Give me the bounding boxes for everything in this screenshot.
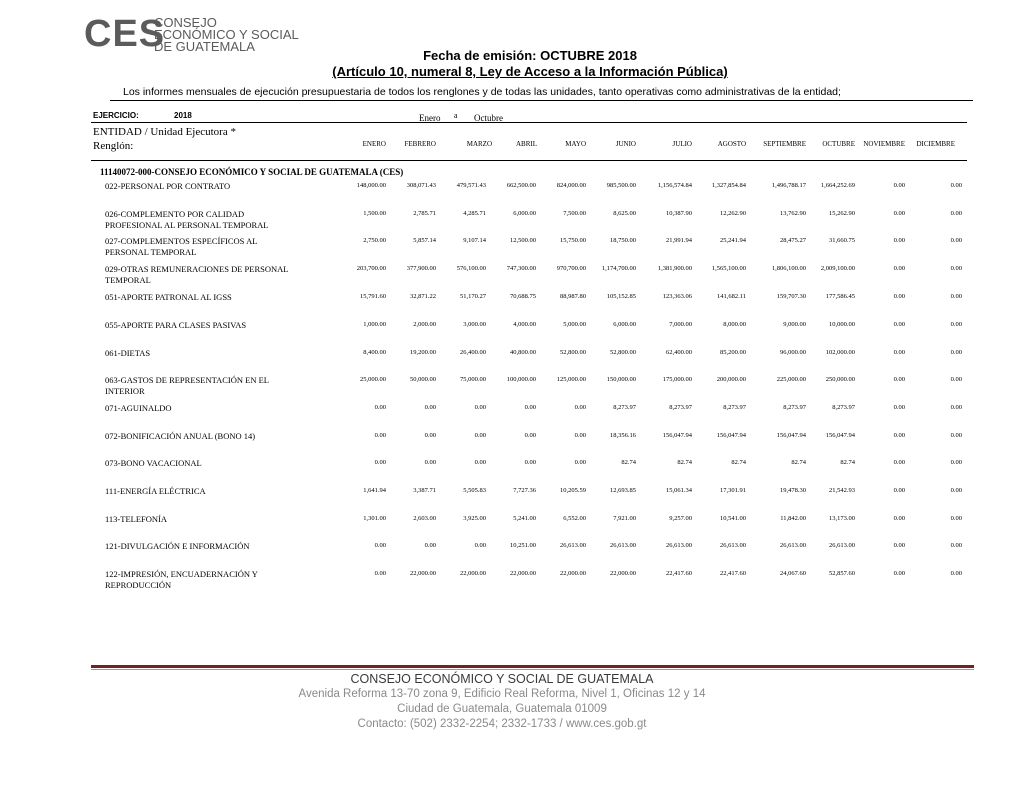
table-cell: 0.00 [893, 542, 905, 549]
table-cell: 159,707.30 [776, 293, 806, 300]
table-cell: 51,170.27 [460, 293, 486, 300]
table-cell: 22,000.00 [610, 570, 636, 577]
table-cell: 0.00 [893, 321, 905, 328]
document-subtitle: (Artículo 10, numeral 8, Ley de Acceso a la Información Pública) [332, 64, 728, 79]
table-cell: 52,857.60 [829, 570, 855, 577]
row-label: 072-BONIFICACIÓN ANUAL (BONO 14) [105, 431, 256, 441]
table-cell: 3,000.00 [463, 321, 486, 328]
entidad-label: ENTIDAD / Unidad Ejecutora * [93, 126, 236, 138]
table-cell: 22,000.00 [560, 570, 586, 577]
table-cell: 21,542.93 [829, 487, 855, 494]
table-cell: 26,613.00 [666, 542, 692, 549]
range-to: Octubre [474, 113, 503, 123]
table-cell: 8,273.97 [669, 404, 692, 411]
table-cell: 8,273.97 [832, 404, 855, 411]
table-cell: 1,500.00 [363, 210, 386, 217]
table-cell: 15,791.60 [360, 293, 386, 300]
table-cell: 1,000.00 [363, 321, 386, 328]
table-cell: 0.00 [893, 432, 905, 439]
table-cell: 15,750.00 [560, 237, 586, 244]
ejercicio-year: 2018 [174, 111, 192, 120]
table-cell: 2,000.00 [413, 321, 436, 328]
month-header: SEPTIEMBRE [763, 140, 806, 148]
table-cell: 1,806,100.00 [771, 265, 806, 272]
table-cell: 9,000.00 [783, 321, 806, 328]
table-cell: 1,496,788.17 [771, 182, 806, 189]
footer-contact: Contacto: (502) 2332-2254; 2332-1733 / www.ces.gob.gt [357, 718, 647, 730]
table-cell: 26,613.00 [560, 542, 586, 549]
table-cell: 0.00 [893, 404, 905, 411]
table-cell: 0.00 [474, 542, 486, 549]
table-cell: 8,400.00 [363, 349, 386, 356]
table-cell: 148,000.00 [356, 182, 386, 189]
table-cell: 8,273.97 [723, 404, 746, 411]
executing-unit: 11140072-000-CONSEJO ECONÓMICO Y SOCIAL DE GUATEMALA (CES) [100, 167, 404, 177]
table-cell: 11,842.00 [780, 515, 806, 522]
table-cell: 4,000.00 [513, 321, 536, 328]
table-cell: 3,387.71 [413, 487, 436, 494]
table-cell: 12,500.00 [510, 237, 536, 244]
table-cell: 0.00 [950, 570, 962, 577]
table-cell: 2,603.00 [413, 515, 436, 522]
month-header: NOVIEMBRE [863, 140, 905, 148]
table-cell: 32,871.22 [410, 293, 436, 300]
header-divider-bottom [91, 160, 967, 161]
intro-text: Los informes mensuales de ejecución presupuestaria de todos los renglones y de todas las unidades, tanto operativas como administrativas de la entidad; [123, 86, 841, 98]
footer-address-2: Ciudad de Guatemala, Guatemala 01009 [397, 703, 607, 715]
table-cell: 0.00 [950, 182, 962, 189]
logo-mark: CES [84, 13, 166, 55]
table-cell: 6,000.00 [513, 210, 536, 217]
table-cell: 5,505.83 [463, 487, 486, 494]
table-cell: 200,000.00 [716, 376, 746, 383]
footer-organization: CONSEJO ECONÓMICO Y SOCIAL DE GUATEMALA [350, 672, 654, 686]
table-cell: 308,071.43 [406, 182, 436, 189]
table-cell: 0.00 [574, 459, 586, 466]
table-cell: 0.00 [893, 349, 905, 356]
logo-line-3: DE GUATEMALA [154, 39, 255, 54]
table-cell: 8,625.00 [613, 210, 636, 217]
table-cell: 22,417.60 [666, 570, 692, 577]
table-cell: 0.00 [950, 237, 962, 244]
row-label: 026-COMPLEMENTO POR CALIDAD PROFESIONAL AL PERSONAL TEMPORAL [105, 209, 269, 230]
table-cell: 0.00 [374, 432, 386, 439]
footer-address-1: Avenida Reforma 13-70 zona 9, Edificio Real Reforma, Nivel 1, Oficinas 12 y 14 [298, 688, 706, 700]
table-cell: 26,613.00 [610, 542, 636, 549]
logo-line-1: CONSEJO [154, 15, 217, 30]
table-cell: 156,047.94 [776, 432, 806, 439]
table-cell: 18,750.00 [610, 237, 636, 244]
table-cell: 0.00 [893, 237, 905, 244]
month-header: MAYO [565, 140, 586, 148]
table-cell: 22,000.00 [410, 570, 436, 577]
table-cell: 2,785.71 [413, 210, 436, 217]
renglon-label: Renglón: [93, 140, 134, 152]
month-header: OCTUBRE [822, 140, 855, 148]
table-cell: 0.00 [374, 570, 386, 577]
table-cell: 70,688.75 [510, 293, 536, 300]
table-cell: 0.00 [424, 432, 436, 439]
table-cell: 970,700.00 [556, 265, 586, 272]
table-cell: 4,285.71 [463, 210, 486, 217]
table-cell: 31,660.75 [829, 237, 855, 244]
table-cell: 377,900.00 [406, 265, 436, 272]
table-cell: 156,047.94 [662, 432, 692, 439]
table-cell: 5,000.00 [563, 321, 586, 328]
table-cell: 0.00 [424, 404, 436, 411]
table-cell: 0.00 [950, 404, 962, 411]
table-cell: 22,417.60 [720, 570, 746, 577]
table-cell: 824,000.00 [556, 182, 586, 189]
table-cell: 18,356.16 [610, 432, 636, 439]
table-cell: 0.00 [950, 210, 962, 217]
table-cell: 1,301.00 [363, 515, 386, 522]
table-cell: 0.00 [893, 210, 905, 217]
table-cell: 13,173.00 [829, 515, 855, 522]
table-cell: 0.00 [574, 404, 586, 411]
table-cell: 1,327,854.84 [711, 182, 746, 189]
table-cell: 0.00 [524, 432, 536, 439]
ejercicio-label: EJERCICIO: [93, 111, 139, 120]
footer-divider [91, 665, 974, 668]
header-divider-top [91, 122, 967, 123]
table-cell: 28,475.27 [780, 237, 806, 244]
row-label: 029-OTRAS REMUNERACIONES DE PERSONAL TEMPORAL [105, 264, 289, 285]
table-cell: 0.00 [524, 459, 536, 466]
table-cell: 1,641.94 [363, 487, 386, 494]
table-cell: 177,586.45 [825, 293, 855, 300]
table-cell: 52,800.00 [610, 349, 636, 356]
table-cell: 250,000.00 [825, 376, 855, 383]
table-cell: 1,381,900.00 [657, 265, 692, 272]
table-cell: 576,100.00 [456, 265, 486, 272]
table-cell: 8,000.00 [723, 321, 746, 328]
row-label: 111-ENERGÍA ELÉCTRICA [105, 486, 206, 496]
table-cell: 100,000.00 [506, 376, 536, 383]
table-cell: 82.74 [731, 459, 746, 466]
month-header: FEBRERO [404, 140, 436, 148]
table-cell: 75,000.00 [460, 376, 486, 383]
table-cell: 0.00 [893, 515, 905, 522]
table-cell: 7,500.00 [563, 210, 586, 217]
table-cell: 10,387.90 [666, 210, 692, 217]
table-cell: 0.00 [524, 404, 536, 411]
row-label: 122-IMPRESIÓN, ENCUADERNACIÓN Y REPRODUCCIÓN [105, 569, 258, 590]
table-cell: 0.00 [950, 349, 962, 356]
table-cell: 479,571.43 [456, 182, 486, 189]
table-cell: 10,205.59 [560, 487, 586, 494]
table-cell: 0.00 [893, 459, 905, 466]
table-cell: 25,000.00 [360, 376, 386, 383]
intro-divider [110, 100, 973, 101]
table-cell: 0.00 [950, 542, 962, 549]
month-header: JULIO [672, 140, 692, 148]
month-header: JUNIO [615, 140, 636, 148]
table-cell: 82.74 [840, 459, 855, 466]
table-cell: 88,987.80 [560, 293, 586, 300]
table-cell: 12,693.85 [610, 487, 636, 494]
table-cell: 0.00 [374, 404, 386, 411]
table-cell: 0.00 [893, 265, 905, 272]
table-cell: 62,400.00 [666, 349, 692, 356]
table-cell: 17,301.91 [720, 487, 746, 494]
table-cell: 0.00 [893, 293, 905, 300]
table-cell: 26,613.00 [780, 542, 806, 549]
row-label: 121-DIVULGACIÓN E INFORMACIÓN [105, 541, 250, 551]
table-cell: 225,000.00 [776, 376, 806, 383]
table-cell: 985,500.00 [606, 182, 636, 189]
table-cell: 10,251.00 [510, 542, 536, 549]
table-cell: 0.00 [950, 432, 962, 439]
table-cell: 2,750.00 [363, 237, 386, 244]
table-cell: 0.00 [893, 182, 905, 189]
table-cell: 85,200.00 [720, 349, 746, 356]
row-label: 051-APORTE PATRONAL AL IGSS [105, 292, 232, 302]
table-cell: 24,067.60 [780, 570, 806, 577]
table-cell: 0.00 [950, 515, 962, 522]
table-cell: 0.00 [893, 487, 905, 494]
table-cell: 12,262.90 [720, 210, 746, 217]
table-cell: 1,565,100.00 [711, 265, 746, 272]
row-label: 073-BONO VACACIONAL [105, 458, 202, 468]
table-cell: 19,200.00 [410, 349, 436, 356]
table-cell: 105,152.85 [606, 293, 636, 300]
row-label: 027-COMPLEMENTOS ESPECÍFICOS AL PERSONAL TEMPORAL [105, 236, 258, 257]
table-cell: 0.00 [950, 293, 962, 300]
footer-divider-thin [91, 669, 974, 670]
table-cell: 175,000.00 [662, 376, 692, 383]
table-cell: 10,000.00 [829, 321, 855, 328]
table-cell: 52,800.00 [560, 349, 586, 356]
table-cell: 156,047.94 [825, 432, 855, 439]
table-cell: 8,273.97 [783, 404, 806, 411]
table-cell: 19,478.30 [780, 487, 806, 494]
range-separator: a [454, 111, 458, 120]
month-header: MARZO [466, 140, 492, 148]
table-cell: 96,000.00 [780, 349, 806, 356]
table-cell: 7,727.36 [513, 487, 536, 494]
table-cell: 6,000.00 [613, 321, 636, 328]
table-cell: 0.00 [424, 459, 436, 466]
table-cell: 0.00 [893, 376, 905, 383]
table-cell: 662,500.00 [506, 182, 536, 189]
month-header: AGOSTO [717, 140, 746, 148]
table-cell: 125,000.00 [556, 376, 586, 383]
table-cell: 0.00 [950, 487, 962, 494]
table-cell: 7,921.00 [613, 515, 636, 522]
table-cell: 6,552.00 [563, 515, 586, 522]
document-title: Fecha de emisión: OCTUBRE 2018 [423, 48, 637, 63]
table-cell: 156,047.94 [716, 432, 746, 439]
table-cell: 0.00 [374, 459, 386, 466]
table-cell: 2,009,100.00 [820, 265, 855, 272]
table-cell: 0.00 [474, 404, 486, 411]
table-cell: 0.00 [893, 570, 905, 577]
table-cell: 25,241.94 [720, 237, 746, 244]
table-cell: 5,857.14 [413, 237, 436, 244]
table-cell: 9,107.14 [463, 237, 486, 244]
table-cell: 15,061.34 [666, 487, 692, 494]
table-cell: 747,300.00 [506, 265, 536, 272]
table-cell: 3,925.00 [463, 515, 486, 522]
table-cell: 26,400.00 [460, 349, 486, 356]
table-cell: 26,613.00 [829, 542, 855, 549]
month-header: ABRIL [516, 140, 537, 148]
table-cell: 0.00 [574, 432, 586, 439]
table-cell: 0.00 [950, 265, 962, 272]
row-label: 113-TELEFONÍA [105, 514, 168, 524]
table-cell: 10,541.00 [720, 515, 746, 522]
row-label: 061-DIETAS [105, 348, 151, 358]
table-cell: 0.00 [950, 459, 962, 466]
row-label: 022-PERSONAL POR CONTRATO [105, 181, 231, 191]
table-cell: 8,273.97 [613, 404, 636, 411]
table-cell: 15,262.90 [829, 210, 855, 217]
table-cell: 0.00 [474, 432, 486, 439]
month-header: DICIEMBRE [916, 140, 955, 148]
table-cell: 1,174,700.00 [601, 265, 636, 272]
table-cell: 22,000.00 [510, 570, 536, 577]
table-cell: 50,000.00 [410, 376, 436, 383]
table-cell: 203,700.00 [356, 265, 386, 272]
table-cell: 150,000.00 [606, 376, 636, 383]
table-cell: 7,000.00 [669, 321, 692, 328]
table-cell: 26,613.00 [720, 542, 746, 549]
table-cell: 1,156,574.84 [657, 182, 692, 189]
table-cell: 5,241.00 [513, 515, 536, 522]
range-from: Enero [419, 113, 441, 123]
table-cell: 9,257.00 [669, 515, 692, 522]
table-cell: 102,000.00 [825, 349, 855, 356]
table-cell: 123,363.06 [662, 293, 692, 300]
table-cell: 0.00 [374, 542, 386, 549]
table-cell: 40,800.00 [510, 349, 536, 356]
row-label: 071-AGUINALDO [105, 403, 172, 413]
row-label: 063-GASTOS DE REPRESENTACIÓN EN EL INTERIOR [105, 375, 269, 396]
table-cell: 21,991.94 [666, 237, 692, 244]
table-cell: 1,664,252.69 [820, 182, 855, 189]
month-header: ENERO [362, 140, 386, 148]
table-cell: 82.74 [791, 459, 806, 466]
table-cell: 0.00 [424, 542, 436, 549]
table-cell: 0.00 [950, 321, 962, 328]
table-cell: 0.00 [474, 459, 486, 466]
table-cell: 13,762.90 [780, 210, 806, 217]
logo-line-2: ECONÓMICO Y SOCIAL [154, 27, 299, 42]
table-cell: 82.74 [677, 459, 692, 466]
table-cell: 82.74 [621, 459, 636, 466]
table-cell: 141,682.11 [716, 293, 746, 300]
row-label: 055-APORTE PARA CLASES PASIVAS [105, 320, 247, 330]
table-cell: 22,000.00 [460, 570, 486, 577]
table-cell: 0.00 [950, 376, 962, 383]
